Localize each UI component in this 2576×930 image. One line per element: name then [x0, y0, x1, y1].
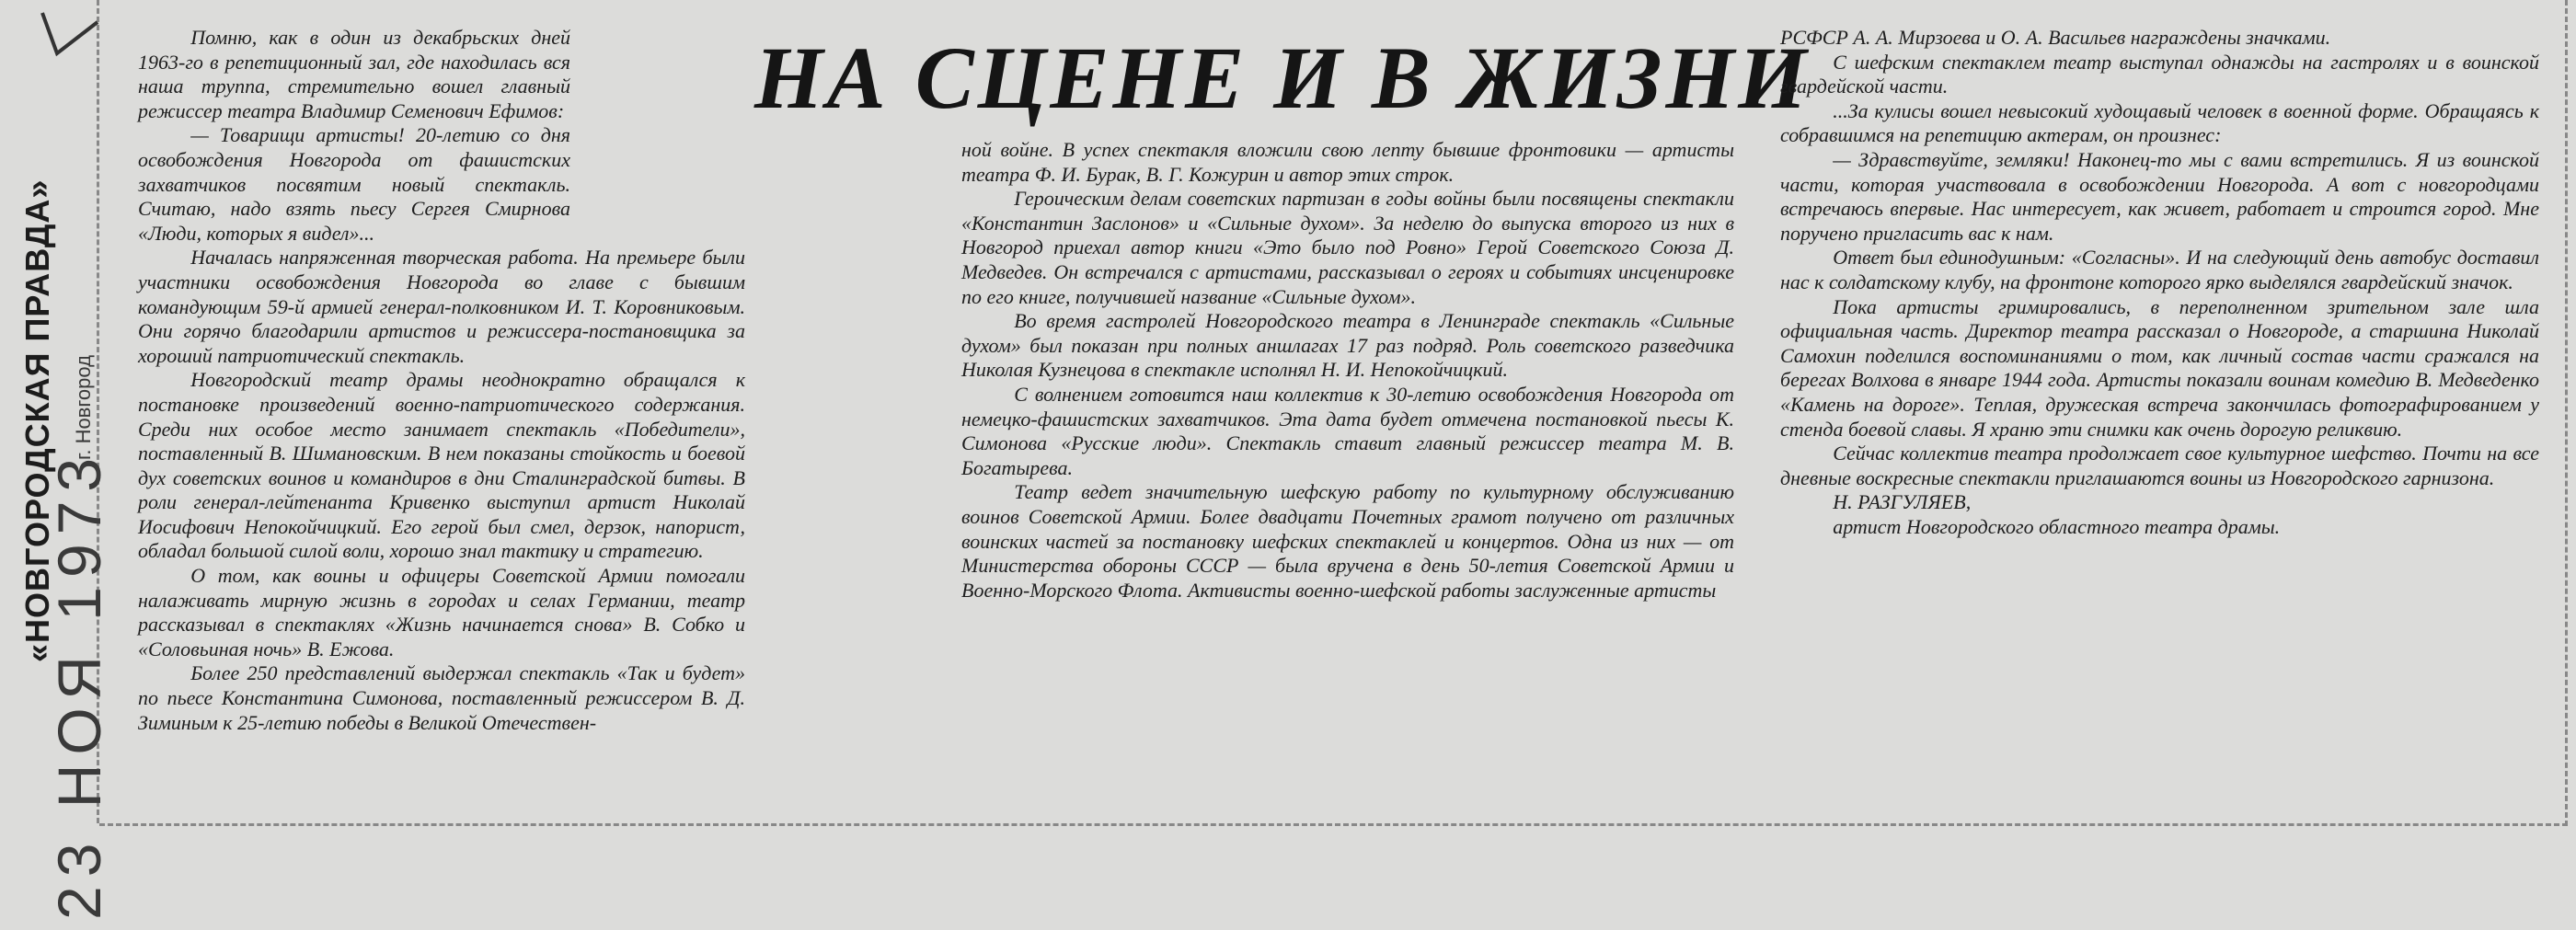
author-role: артист Новгородского областного театра драмы. — [1833, 514, 2281, 538]
paragraph: Героическим делам советских партизан в годы войны были посвящены спектакли «Константин Заслонов» и «Сильные духом». За неделю до выпуска второго из них в Новгород приехал автор книги «Это было под Ровно» Герой Советского Союза Д. Медведев. Он встречался с артистами, рассказывал о героях и событиях инсценировке по его книге, получившей название «Сильные духом». — [961, 187, 1734, 308]
article-column-3 — [1780, 26, 2539, 539]
paragraph: Пока артисты гримировались, в переполненном зрительном зале шла официальная часть. Директор театра рассказал о Новгороде, а старшина Николай Самохин поделился воспоминаниями о том, как личный состав части сражался на берегах Волхова в январе 1944 года. Артисты показали воинам комедию В. Медведенко «Камень на дороге». Теплая, дружеская встреча закончилась фотографированием у стенда боевой славы. Я храню эти снимки как очень дорогую реликвию. — [1780, 294, 2539, 441]
newspaper-name: «НОВГОРОДСКАЯ ПРАВДА» — [18, 178, 56, 662]
paragraph: РСФСР А. А. Мирзоева и О. А. Васильев награждены значками. — [1780, 26, 2331, 49]
article-column-1 — [138, 26, 745, 735]
paragraph: Сейчас коллектив театра продолжает свое культурное шефство. Почти на все дневные воскресные спектакли приглашаются воины из Новгородского гарнизона. — [1780, 442, 2539, 489]
article-column-2 — [961, 138, 1734, 603]
newspaper-city: г. Новгород — [72, 355, 95, 460]
paragraph: Помню, как в один из декабрьских дней 1963-го в репетиционный зал, где находилась вся наша труппа, стремительно вошел главный режиссер театра Владимир Семенович Ефимов: — [138, 26, 570, 122]
paragraph: ной войне. В успех спектакля вложили свою лепту бывшие фронтовики — артисты театра Ф. И. Бурак, В. Г. Кожурин и автор этих строк. — [961, 138, 1734, 186]
article-headline: НА СЦЕНЕ И В ЖИЗНИ — [754, 29, 1811, 127]
paragraph: Началась напряженная творческая работа. На премьере были участники освобождения Новгорода во главе с бывшим командующим 59-й армией генерал-полковником И. Т. Коровниковым. Они горячо благодарили артистов и режиссера-постановщика за хороший патриотический спектакль. — [138, 246, 745, 367]
author-name: Н. РАЗГУЛЯЕВ, — [1833, 490, 1972, 514]
paragraph: — Товарищи артисты! 20-летию со дня освобождения Новгорода от фашистских захватчиков посвятим новый спектакль. Считаю, надо взять пьесу Сергея Смирнова «Люди, которых я видел»... — [138, 123, 570, 245]
paragraph: ...За кулисы вошел невысокий худощавый человек в военной форме. Обращаясь к собравшимся на репетицию актерам, он произнес: — [1780, 98, 2539, 147]
checkmark-mark — [37, 6, 101, 61]
paragraph: Новгородский театр драмы неоднократно обращался к постановке произведений военно-патриотического содержания. Среди них особое место занимает спектакль «Победители», поставленный В. Шимановским. В нем показаны стойкость и боевой дух советских воинов и командиров в дни Сталинградской битвы. В роли генерал-лейтенанта Кривенко выступил артист Николай Иосифович Непокойчицкий. Его герой был смел, дерзок, напорист, обладал большой силой воли, хорошо знал тактику и стратегию. — [138, 368, 745, 563]
paragraph: Во время гастролей Новгородского театра в Ленинграде спектакль «Сильные духом» был показан при полных аншлагах 17 раз подряд. Роль советского разведчика Николая Кузнецова в спектакле исполнял Н. И. Непокойчицкий. — [961, 309, 1734, 382]
paragraph: О том, как воины и офицеры Советской Армии помогали налаживать мирную жизнь в городах и селах Германии, театр рассказывал в спектаклях «Жизнь начинается снова» В. Собко и «Соловьиная ночь» В. Ежова. — [138, 564, 745, 660]
paragraph: Театр ведет значительную шефскую работу по культурному обслуживанию воинов Советской Армии. Более двадцати Почетных грамот получено от различных воинских частей за постановку шефских спектаклей и концертов. Одна из них — от Министерства обороны СССР — была вручена в день 50-летия Советской Армии и Военно-Морского Флота. Активисты военно-шефской работы заслуженные артисты — [961, 480, 1734, 602]
paragraph: — Здравствуйте, земляки! Наконец-то мы с вами встретились. Я из воинской части, которая участвовала в освобождении Новгорода. А вот с новгородцами встречаюсь впервые. Нас интересует, как живет, работает и строится город. Мне поручено пригласить вас к нам. — [1780, 147, 2539, 245]
paragraph: Более 250 представлений выдержал спектакль «Так и будет» по пьесе Константина Симонова, поставленный режиссером В. Д. Зиминым к 25-летию победы в Великой Отечествен- — [138, 661, 745, 734]
paragraph: С волнением готовится наш коллектив к 30-летию освобождения Новгорода от немецко-фашистских захватчиков. Эта дата будет отмечена постановкой пьесы К. Симонова «Русские люди». Спектакль ставит главный режиссер театра М. В. Богатырева. — [961, 382, 1734, 479]
paragraph: С шефским спектаклем театр выступал однажды на гастролях и в воинской гвардейской части. — [1780, 50, 2539, 98]
date-stamp: 23 НОЯ 1973 — [45, 448, 113, 920]
paragraph: Ответ был единодушным: «Согласны». И на следующий день автобус доставил нас к солдатскому клубу, на фронтоне которого ярко выделялся гвардейский значок. — [1780, 246, 2539, 293]
